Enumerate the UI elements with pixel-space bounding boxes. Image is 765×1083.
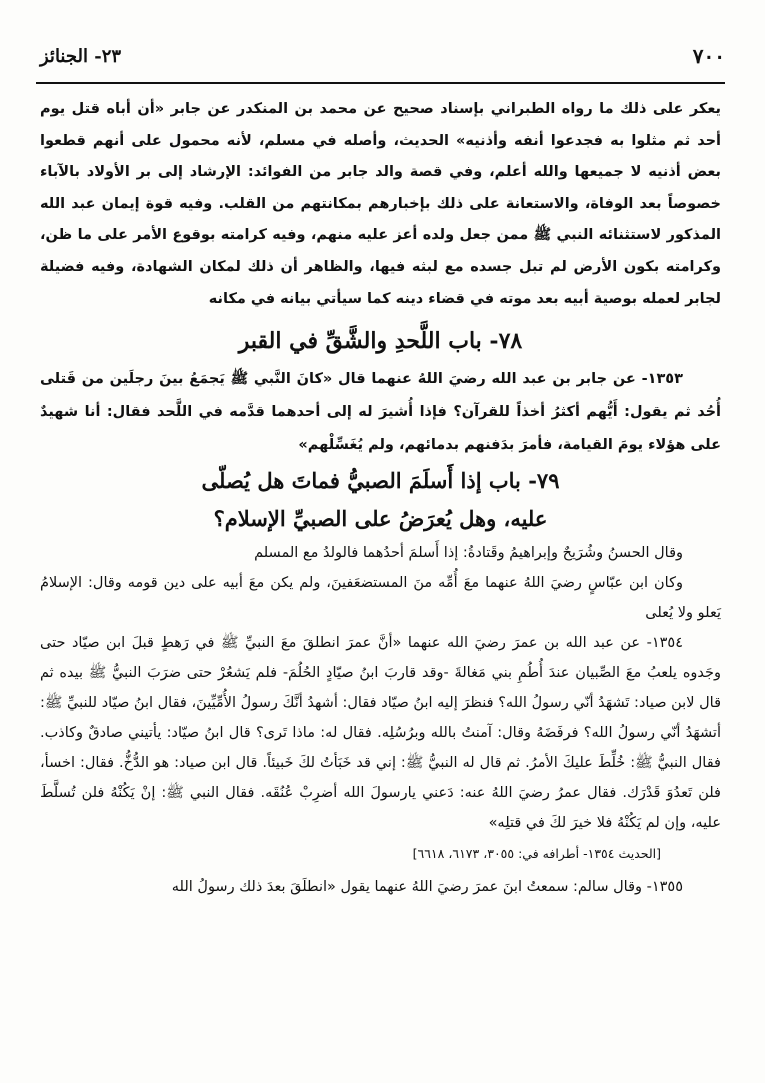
running-chapter-title: ٢٣- الجنائز <box>40 45 122 67</box>
header-divider <box>36 82 725 84</box>
hadith-1355: ١٣٥٥- وقال سالم: سمعتُ ابنَ عمرَ رضيَ اللهُ عنهما يقول «انطلَقَ بعدَ ذلك رسولُ الله <box>171 879 683 896</box>
chapter-78-heading: ٧٨- باب اللَّحدِ والشَّقِّ في القبر <box>238 328 523 355</box>
quote-hasan: وقال الحسنُ وشُرَيحٌ وإبراهيمُ وقَتادةُ: إذا أَسلمَ أحدُهما فالولدُ مع المسلم <box>254 545 683 562</box>
hadith-1354: ١٣٥٤- عن عبد الله بن عمرَ رضيَ الله عنهما «أنَّ عمرَ انطلقَ معَ النبيِّ ﷺ في رَهطٍ قبلَ ابن صيّاد حتى وجَدوه يلعبُ معَ الصِّبيان عندَ أُطُمِ بني مَغالةَ -وقد قاربَ ابنُ صيّادٍ الحُلُمَ- فلم يَشعُرْ حتى ضرَبَ النبيُّ ﷺ بيده ثم قال لابن صياد: تَشهَدُ أنّي رسولُ الله؟ فنظرَ إليه ابنُ صيّاد فقال: أشهدُ أنَّكَ رسولُ الأُمِّيِّينَ، فقال ابنُ صيّاد للنبيِّ ﷺ: أتشهَدُ أنّي رسولُ الله؟ فرفَضَهُ وقال: آمنتُ بالله وبرُسُلِه. فقال له: ماذا تَرى؟ قال ابنُ صيّاد: يأتيني صادقٌ وكاذب. فقال النبيُّ ﷺ: خُلِّطَ عليكَ الأمرُ. ثم قال له النبيُّ ﷺ: إني قد خَبَأتُ لكَ خَبيئاً. قال ابن صياد: هو الدُّخُّ. فقال: اخسأ، فلن تَعدُوَ قَدْرَك. فقال عمرُ رضيَ اللهُ عنه: دَعني يارسولَ الله أضرِبْ عُنُقَه. فقال النبي ﷺ: إنْ يَكُنْهُ فلن تُسلَّطَ عليه، وإن لم يَكُنْهُ فلا خيرَ لكَ في قتلِه» <box>40 635 721 832</box>
hadith-1353: ١٣٥٣- عن جابر بن عبد الله رضيَ اللهُ عنهما قال «كانَ النَّبي ﷺ يَجمَعُ بينَ رجلَين من قَتلى أُحُد ثم يقول: أَيُّهم أكثرُ أخذاً للقرآن؟ فإذا أُشيرَ له إلى أحدهما قدَّمه في اللَّحد فقال: أنا شهيدٌ على هؤلاء يومَ القيامة، فأمرَ بدَفنهم بدمائهم، ولم يُغَسِّلْهم» <box>40 371 721 454</box>
commentary-paragraph: يعكر على ذلك ما رواه الطبراني بإسناد صحيح عن محمد بن المنكدر عن جابر «أن أباه قتل يوم أحد ثم مثلوا به فجدعوا أنفه وأذنيه» الحديث، وأصله في مسلم، لأنه محمول على أنهم قطعوا بعض أذنيه لا جميعها والله أعلم، وفي قصة والد جابر من الفوائد: الإرشاد إلى بر الأولاد بالآباء خصوصاً بعد الوفاة، والاستعانة على ذلك بإخبارهم بمكانتهم من القلب. وفيه قوة إيمان عبد الله المذكور لاستثنائه النبي ﷺ ممن جعل ولده أعز عليه منهم، وفيه كرامته بوقوع الأمر على ما ظن، وكرامته بكون الأرض لم تبل جسده مع لبثه فيها، والظاهر أن ذلك لمكان الشهادة، وفيه فضيلة لجابر لعمله بوصية أبيه بعد موته في قضاء دينه كما سيأتي بيانه في مكانه <box>40 101 721 307</box>
page-body <box>40 94 721 1063</box>
chapter-79-heading-line2: عليه، وهل يُعرَضُ على الصبيِّ الإسلام؟ <box>213 506 548 532</box>
page-header <box>40 36 725 76</box>
hadith-1354-reference: [الحديث ١٣٥٤- أطرافه في: ٣٠٥٥، ٦١٧٣، ٦٦١٨] <box>412 846 661 862</box>
page-number: ٧٠٠ <box>692 44 725 68</box>
chapter-79-heading-line1: ٧٩- باب إذا أَسلَمَ الصبيُّ فماتَ هل يُصلّى <box>201 468 560 494</box>
quote-ibn-abbas: وكان ابن عبّاسٍ رضيَ اللهُ عنهما معَ أُمِّه منَ المستضعَفينَ، ولم يكن معَ أبيه على دين قومه وقال: الإسلامُ يَعلو ولا يُعلى <box>40 575 721 622</box>
